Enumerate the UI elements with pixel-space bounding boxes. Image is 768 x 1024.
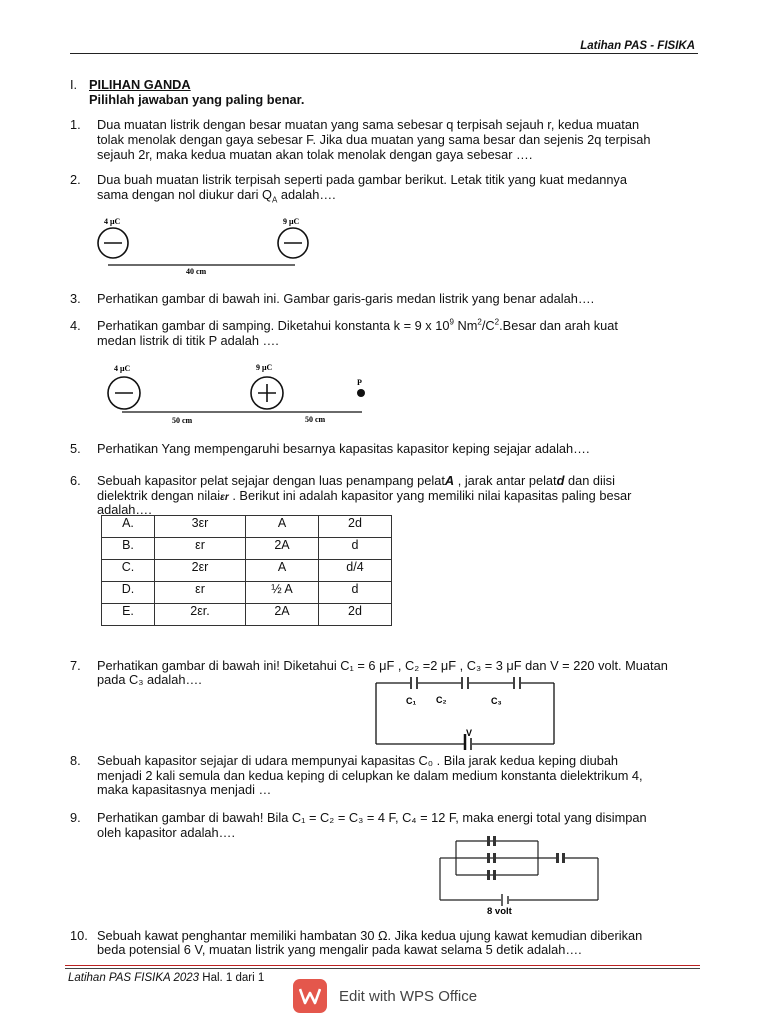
- q2-number: 2.: [70, 172, 81, 187]
- q2-distance-label: 40 cm: [186, 267, 207, 276]
- q2-charge1-label: 4 μC: [104, 217, 121, 226]
- q6-line1: Sebuah kapasitor pelat sejajar dengan luas penampang pelatA , jarak antar pelatd dan diisi: [97, 473, 615, 488]
- q7-c3-label: C₃: [491, 696, 502, 706]
- q4-point-marker: [357, 389, 365, 397]
- q6-number: 6.: [70, 473, 81, 488]
- q6-line3: adalah….: [97, 502, 152, 517]
- q7-number: 7.: [70, 658, 81, 673]
- q9-circuit-wires: [440, 841, 598, 900]
- section-instruction: Pilihlah jawaban yang paling benar.: [89, 92, 305, 107]
- q6-line2: dielektrik dengan nilaiεr . Berikut ini adalah kapasitor yang memiliki nilai kapasitas paling besar: [97, 488, 632, 503]
- q7-line1: Perhatikan gambar di bawah ini! Diketahui C₁ = 6 μF , C₂ =2 μF , C₃ = 3 μF dan V = 220 volt. Muatan: [97, 658, 668, 673]
- q9-battery: [502, 894, 508, 906]
- q10-line2: beda potensial 6 V, muatan listrik yang mengalir pada kawat selama 5 detik adalah….: [97, 942, 582, 957]
- q2-charges-figure: [90, 212, 320, 278]
- q4-number: 4.: [70, 318, 81, 333]
- option-letter: B.: [102, 538, 155, 560]
- q7-line2: pada C₃ adalah….: [97, 672, 202, 687]
- q7-v-label: V: [466, 728, 473, 738]
- q9-circuit-figure: [436, 828, 602, 916]
- option-area: A: [246, 560, 319, 582]
- table-row[interactable]: [102, 560, 392, 582]
- option-permittivity: εr: [155, 538, 246, 560]
- q10-number: 10.: [70, 928, 88, 943]
- option-distance: d/4: [319, 560, 392, 582]
- q4-charge1-label: 4 μC: [114, 364, 131, 373]
- q1-line3: sejauh 2r, maka kedua muatan akan tolak menolak dengan gaya sebesar ….: [97, 147, 533, 162]
- q7-circuit-figure: [372, 674, 558, 750]
- option-permittivity: 2εr: [155, 560, 246, 582]
- q2-charge2-label: 9 μC: [283, 217, 300, 226]
- option-area: 2A: [246, 538, 319, 560]
- option-distance: 2d: [319, 516, 392, 538]
- q7-c1-label: C₁: [406, 696, 417, 706]
- option-letter: E.: [102, 604, 155, 626]
- header-rule: [70, 53, 698, 54]
- wps-logo-icon: [293, 979, 327, 1013]
- option-letter: D.: [102, 582, 155, 604]
- q4-charge2-label: 9 μC: [256, 363, 273, 372]
- option-permittivity: εr: [155, 582, 246, 604]
- q9-line2: oleh kapasitor adalah….: [97, 825, 236, 840]
- q3-text: Perhatikan gambar di bawah ini. Gambar garis-garis medan listrik yang benar adalah….: [97, 291, 595, 306]
- wps-edit-button[interactable]: [293, 979, 477, 1013]
- option-letter: C.: [102, 560, 155, 582]
- q9-voltage-label: 8 volt: [487, 906, 512, 916]
- section-title: PILIHAN GANDA: [89, 77, 191, 92]
- footer-rule-red: [65, 965, 700, 966]
- option-area: 2A: [246, 604, 319, 626]
- q4-line1: Perhatikan gambar di samping. Diketahui konstanta k = 9 x $10^9$ $Nm^2/C^2.Besar$ dan arah kuat: [97, 317, 618, 333]
- q3-number: 3.: [70, 291, 81, 306]
- q4-point-label: P: [357, 378, 362, 387]
- table-row[interactable]: [102, 604, 392, 626]
- wps-label: Edit with WPS Office: [339, 987, 478, 1005]
- header-title: Latihan PAS - FISIKA: [580, 40, 695, 52]
- q1-line2: tolak menolak dengan gaya sebesar F. Jika dua muatan yang sama besar dan sejenis 2q terpisah: [97, 132, 651, 147]
- footer-text: Latihan PAS FISIKA 2023 Hal. 1 dari 1: [68, 972, 265, 984]
- q2-line1: Dua buah muatan listrik terpisah seperti pada gambar berikut. Letak titik yang kuat medannya: [97, 172, 627, 187]
- q8-number: 8.: [70, 753, 81, 768]
- q8-line2: menjadi 2 kali semula dan kedua keping di celupkan ke dalam medium konstanta dielektrikum 4,: [97, 768, 643, 783]
- option-distance: 2d: [319, 604, 392, 626]
- table-row[interactable]: [102, 538, 392, 560]
- q8-line3: maka kapasitasnya menjadi …: [97, 782, 272, 797]
- option-distance: d: [319, 538, 392, 560]
- q9-number: 9.: [70, 810, 81, 825]
- q4-line2: medan listrik di titik P adalah ….: [97, 333, 279, 348]
- q1-line1: Dua muatan listrik dengan besar muatan yang sama sebesar q terpisah sejauh r, kedua muatan: [97, 117, 640, 132]
- q1-number: 1.: [70, 117, 81, 132]
- q2-line2: sama dengan nol diukur dari $Q_A$ adalah….: [97, 187, 336, 205]
- table-row[interactable]: [102, 516, 392, 538]
- q7-c2-label: C₂: [436, 695, 447, 705]
- option-letter: A.: [102, 516, 155, 538]
- q4-distance2-label: 50 cm: [305, 415, 326, 424]
- option-area: A: [246, 516, 319, 538]
- q4-charges-figure: [100, 360, 380, 428]
- q8-line1: Sebuah kapasitor sejajar di udara mempunyai kapasitas C₀ . Bila jarak kedua keping diubah: [97, 753, 619, 768]
- q9-line1: Perhatikan gambar di bawah! Bila C₁ = C₂ = C₃ = 4 F, C₄ = 12 F, maka energi total yang disimpan: [97, 810, 647, 825]
- option-permittivity: 2εr.: [155, 604, 246, 626]
- option-permittivity: 3εr: [155, 516, 246, 538]
- footer-rule: [65, 968, 700, 969]
- q10-line1: Sebuah kawat penghantar memiliki hambatan 30 Ω. Jika kedua ujung kawat kemudian diberikan: [97, 928, 643, 943]
- table-row[interactable]: [102, 582, 392, 604]
- section-number: I.: [70, 77, 78, 92]
- q5-text: Perhatikan Yang mempengaruhi besarnya kapasitas kapasitor keping sejajar adalah….: [97, 441, 590, 456]
- q4-distance1-label: 50 cm: [172, 416, 193, 425]
- q5-number: 5.: [70, 441, 81, 456]
- option-distance: d: [319, 582, 392, 604]
- option-area: ½ A: [246, 582, 319, 604]
- q6-options-table: [101, 515, 392, 626]
